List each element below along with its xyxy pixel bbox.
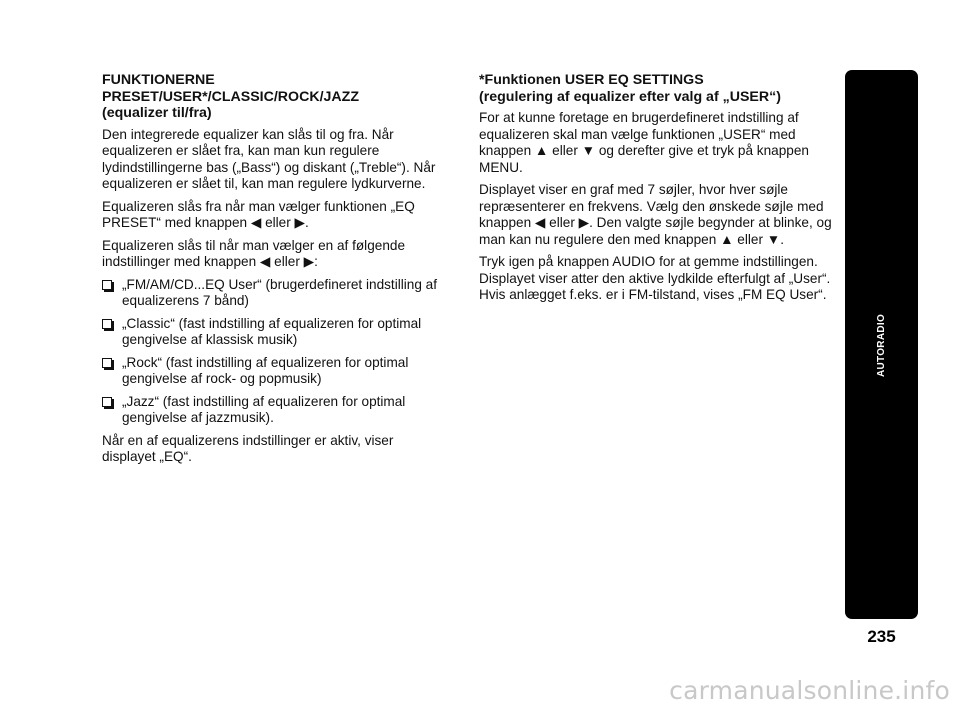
checkbox-bullet-icon [102,319,112,329]
chapter-label-text: AUTORADIO [875,313,887,377]
paragraph: Når en af equalizerens indstillinger er aktiv, viser displayet „EQ“. [102,432,394,464]
list-item-text: „Rock“ (fast indstilling af equalizeren for optimal gengivelse af rock- og popmusik) [122,354,409,386]
right-column [479,72,834,310]
list-item [102,355,450,388]
section-heading-left [102,72,450,122]
heading-line: PRESET/USER*/CLASSIC/ROCK/JAZZ [102,88,359,105]
heading-line: FUNKTIONERNE [102,72,215,88]
heading-line: (regulering af equalizer efter valg af „USER“) [479,88,781,105]
list-item-text: „Jazz“ (fast indstilling af equalizeren for optimal gengivelse af jazzmusik). [122,393,406,425]
heading-line: *Funktionen USER EQ SETTINGS [479,72,704,88]
heading-line: (equalizer til/fra) [102,105,212,121]
list-item [102,277,450,310]
paragraph: Den integrerede equalizer kan slås til og fra. Når equalizeren er slået fra, kan man kun regulere lydindstillingerne bas („Bass“) og diskant („Treble“). Når equalizeren er slået til, kan man regulere lydkurverne. [102,126,436,191]
page-number: 235 [867,627,896,646]
paragraph: Displayet viser en graf med 7 søjler, hvor hver søjle repræsenterer en frekvens. Vælg den ønskede søjle med knappen ◀ eller ▶. Den valgte søjle begynder at blinke, og man kan nu regulere den med knappen ▲ eller ▼. [479,182,832,247]
paragraph: For at kunne foretage en brugerdefineret indstilling af equalizeren skal man vælge funktionen „USER“ med knappen ▲ eller ▼ og derefter give et tryk på knappen MENU. [479,110,809,175]
checkbox-bullet-icon [102,397,112,407]
chapter-label [845,300,918,390]
list-item-text: „FM/AM/CD...EQ User“ (brugerdefineret indstilling af equalizerens 7 bånd) [122,276,438,308]
paragraph: Equalizeren slås til når man vælger en af følgende indstillinger med knappen ◀ eller ▶: [102,237,405,269]
left-column [102,72,450,472]
paragraph: Tryk igen på knappen AUDIO for at gemme indstillingen. Displayet viser atter den aktive lydkilde efterfulgt af „User“. Hvis anlægget f.eks. er i FM-tilstand, vises „FM EQ User“. [479,254,831,302]
list-item [102,394,450,427]
checkbox-bullet-icon [102,280,112,290]
watermark: carmanualsonline.info [669,676,950,705]
paragraph: Equalizeren slås fra når man vælger funktionen „EQ PRESET“ med knappen ◀ eller ▶. [102,198,415,230]
checkbox-bullet-icon [102,358,112,368]
list-item [102,316,450,349]
list-item-text: „Classic“ (fast indstilling af equalizeren for optimal gengivelse af klassisk musik) [122,315,422,347]
section-heading-right [479,72,834,105]
